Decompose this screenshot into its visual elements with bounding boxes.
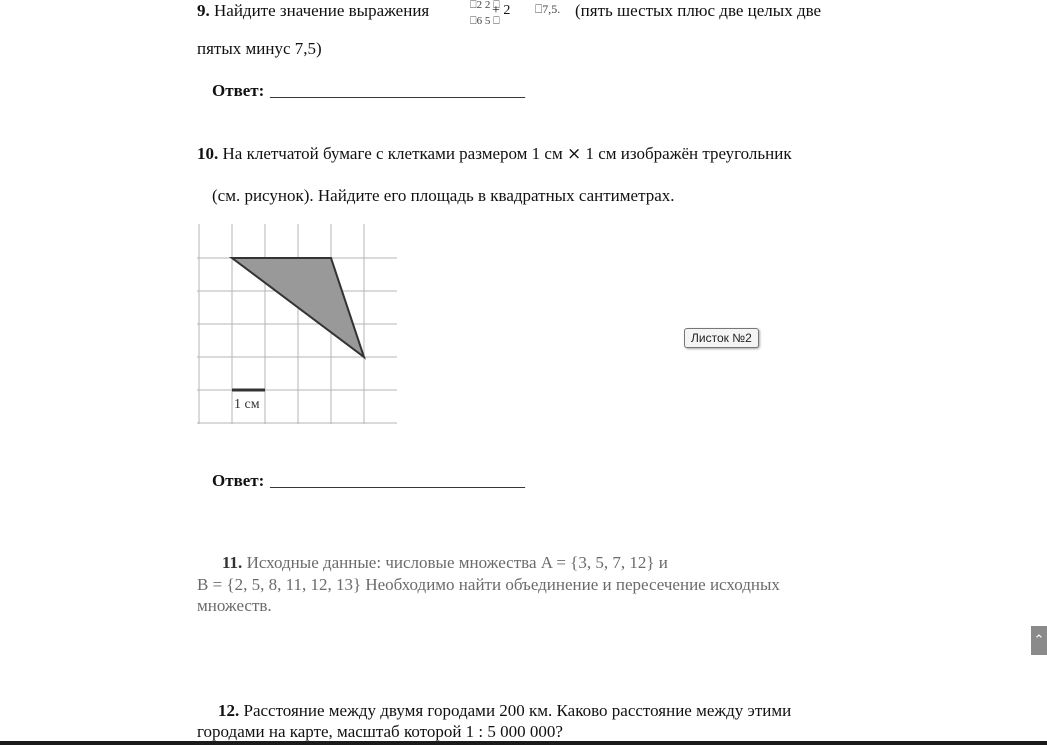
q12-line2: городами на карте, масштаб которой 1 : 5 000 000? <box>197 722 563 741</box>
q11-line1 <box>222 552 668 574</box>
q11-line3: множеств. <box>197 596 272 615</box>
q10-answer-label: Ответ: <box>212 471 265 490</box>
grid-lines <box>197 224 397 424</box>
q9-tail: (пять шестых плюс две целых две <box>575 1 822 20</box>
q9-answer-blank: ______________________________ <box>270 81 525 100</box>
q12-number: 12. <box>218 701 240 720</box>
q9-formula-bottom: ⎕6 5 ⎕ <box>470 15 500 27</box>
q9-formula-tail: ⎕7,5. <box>535 2 561 16</box>
triangle-figure <box>197 224 402 434</box>
q9-number: 9. <box>197 1 210 20</box>
q9-line2: пятых минус 7,5) <box>197 39 322 58</box>
q9-formula-top: ⎕2 2 ⎕ <box>470 0 500 11</box>
q10-answer-blank: ______________________________ <box>270 471 525 490</box>
q10-times: × <box>566 144 582 164</box>
scale-label: 1 см <box>234 397 260 412</box>
sheet-tooltip: Листок №2 <box>684 328 759 348</box>
grid-svg <box>197 224 402 429</box>
scroll-to-top-button[interactable] <box>1031 626 1047 655</box>
q12-line1-text: Расстояние между двумя городами 200 км. Каково расстояние между этими <box>243 701 792 720</box>
q11-line2: B = {2, 5, 8, 11, 12, 13} Необходимо найти объединение и пересечение исходных <box>197 575 780 594</box>
q12-line1 <box>218 700 791 722</box>
q10-line2: (см. рисунок). Найдите его площадь в квадратных сантиметрах. <box>212 186 675 205</box>
caret-up-icon: ⌃ <box>1033 633 1045 648</box>
q11-line1-text: Исходные данные: числовые множества A = {3, 5, 7, 12} и <box>246 553 668 572</box>
q10-line1-b: 1 см изображён треугольник <box>585 144 792 163</box>
q11-number: 11. <box>222 553 243 572</box>
q9-answer-label: Ответ: <box>212 81 265 100</box>
q9-formula-mid: + 2 <box>492 3 511 18</box>
q10-line1-a: На клетчатой бумаге с клетками размером 1 см <box>222 144 563 163</box>
q10-line1 <box>197 143 792 165</box>
q10-number: 10. <box>197 144 219 163</box>
q9-line1 <box>197 0 429 22</box>
q9-lead: Найдите значение выражения <box>214 1 430 20</box>
bottom-edge-bar <box>0 741 1047 745</box>
